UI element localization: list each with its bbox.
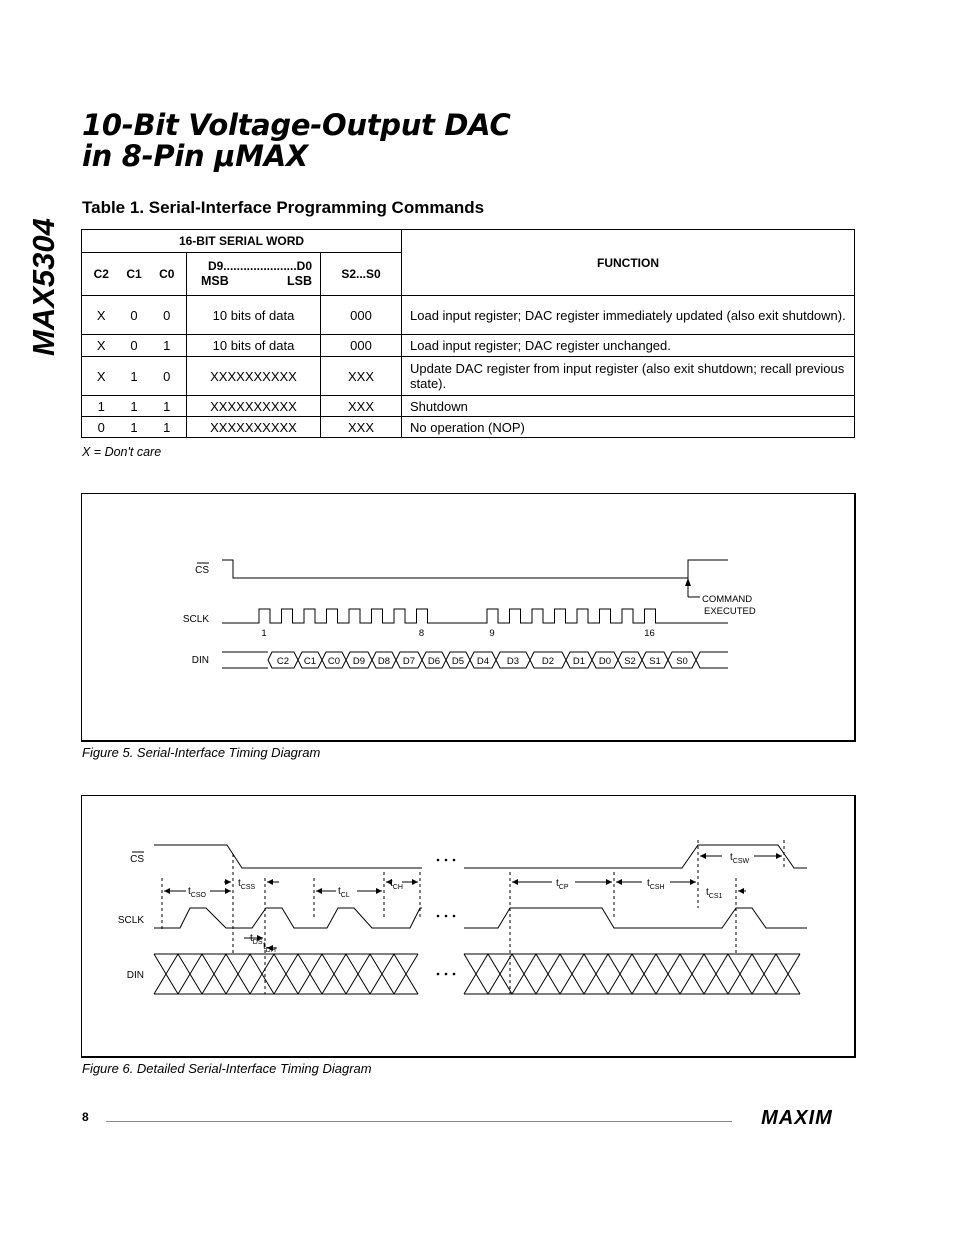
din-transition-cell	[512, 954, 536, 994]
cell-data: XXXXXXXXXX	[187, 357, 321, 396]
din-transition-cell	[370, 954, 394, 994]
sclk-waveform-left	[154, 908, 422, 928]
header-lsb: LSB	[287, 274, 312, 288]
cell-c2: X	[82, 357, 121, 396]
din-waveform	[154, 954, 800, 994]
din-idle-end-bottom	[696, 660, 728, 668]
din-transition-cell	[680, 954, 704, 994]
header-msb: MSB	[201, 274, 229, 288]
din-transition-cell	[584, 954, 608, 994]
cell-c0: 1	[148, 335, 187, 357]
label-t-cp: $t_{CP}$	[556, 878, 569, 891]
cs-label: CS	[130, 854, 144, 865]
figure-6-caption: Figure 6. Detailed Serial-Interface Timing Diagram	[82, 1061, 372, 1076]
din-transition-cell	[608, 954, 632, 994]
din-bit-label: C1	[303, 656, 317, 667]
din-transition-cell	[536, 954, 560, 994]
label-t-ds: $t_{DS}$	[250, 933, 263, 946]
header-serial-word: 16-BIT SERIAL WORD	[82, 230, 402, 253]
cell-s: 000	[321, 296, 402, 335]
figure-5-caption: Figure 5. Serial-Interface Timing Diagram	[82, 745, 321, 760]
din-transition-cell	[178, 954, 202, 994]
cs-waveform-left	[154, 845, 422, 868]
footer-rule	[106, 1121, 732, 1122]
din-transition-cell	[632, 954, 656, 994]
command-arrowhead	[685, 578, 691, 586]
din-bit-label: C2	[276, 656, 290, 667]
cell-c0: 0	[148, 296, 187, 335]
din-idle-end-top	[696, 652, 728, 660]
side-product-title-text: MAX5304	[26, 218, 61, 356]
serial-timing-diagram	[82, 494, 854, 740]
cell-c0: 1	[148, 396, 187, 417]
table-row	[82, 335, 855, 357]
label-t-csh: $t_{CSH}$	[647, 878, 665, 891]
svg-text:MAXIM: MAXIM	[761, 1107, 833, 1128]
din-transition-cell	[776, 954, 800, 994]
sclk-label: SCLK	[182, 614, 209, 625]
cell-c1: 1	[121, 417, 148, 438]
table-row	[82, 357, 855, 396]
cs-waveform	[222, 560, 728, 578]
din-bit-label: D7	[402, 656, 416, 667]
label-t-ch: $t_{CH}$	[390, 878, 403, 891]
table-title: Table 1. Serial-Interface Programming Commands	[82, 198, 485, 217]
din-transition-cell	[274, 954, 298, 994]
header-s-bits: S2...S0	[321, 253, 402, 296]
header-data-bits	[187, 253, 321, 296]
table-row	[82, 296, 855, 335]
sclk-label: SCLK	[117, 915, 144, 926]
label-t-cso: $t_{CSO}$	[188, 886, 206, 899]
sclk-trace	[222, 609, 728, 623]
cell-c1: 1	[121, 357, 148, 396]
table-row	[82, 417, 855, 438]
command-executed-line-1: COMMAND	[702, 594, 753, 605]
maxim-logo	[741, 1106, 853, 1128]
din-bit-label: D0	[598, 656, 612, 667]
header-c2: C2	[82, 253, 121, 296]
sclk-waveform	[222, 609, 728, 623]
cell-s: 000	[321, 335, 402, 357]
cell-data: 10 bits of data	[187, 335, 321, 357]
label-t-css: $t_{CSS}$	[238, 878, 256, 891]
din-bit-label: D1	[572, 656, 586, 667]
din-transition-cell	[560, 954, 584, 994]
cell-function: Load input register; DAC register immediately updated (also exit shutdown).	[402, 296, 855, 335]
cell-s: XXX	[321, 417, 402, 438]
din-label: DIN	[126, 970, 144, 981]
cell-c1: 1	[121, 396, 148, 417]
label-t-csw: $t_{CSW}$	[730, 852, 750, 865]
din-transition-cell	[464, 954, 488, 994]
din-bit-label: D2	[541, 656, 555, 667]
cell-data: XXXXXXXXXX	[187, 417, 321, 438]
document-title	[82, 110, 510, 172]
label-t-cl: $t_{CL}$	[338, 886, 350, 899]
page-number: 8	[82, 1110, 89, 1124]
din-waveform	[222, 652, 728, 668]
document-title-line-1: 10-Bit Voltage-Output DAC	[82, 108, 511, 142]
din-transition-cell	[704, 954, 728, 994]
din-bit-label: D9	[352, 656, 366, 667]
figure-5-frame	[81, 493, 856, 742]
din-bit-label: D3	[506, 656, 520, 667]
cell-data: XXXXXXXXXX	[187, 396, 321, 417]
din-bit-label: S1	[649, 656, 661, 667]
cell-function: Load input register; DAC register unchanged.	[402, 335, 855, 357]
header-c0: C0	[148, 253, 187, 296]
din-transition-cell	[752, 954, 776, 994]
din-transition-cell	[322, 954, 346, 994]
clock-mark-8: 8	[418, 628, 425, 639]
din-bit-label: D5	[451, 656, 465, 667]
detailed-timing-diagram	[82, 796, 854, 1056]
cell-c1: 0	[121, 335, 148, 357]
label-t-cs1: $t_{CS1}$	[706, 887, 723, 900]
table-row	[82, 396, 855, 417]
cell-s: XXX	[321, 357, 402, 396]
sclk-waveform-right	[464, 908, 807, 928]
cell-s: XXX	[321, 396, 402, 417]
din-label: DIN	[191, 655, 209, 666]
document-title-line-2: in 8-Pin μMAX	[82, 139, 308, 173]
cell-c2: 0	[82, 417, 121, 438]
din-bit-label: D8	[377, 656, 391, 667]
cell-function: Shutdown	[402, 396, 855, 417]
header-c1: C1	[121, 253, 148, 296]
header-function: FUNCTION	[402, 230, 855, 296]
din-bit-label: D6	[427, 656, 441, 667]
cell-c0: 0	[148, 357, 187, 396]
din-bit-label: D4	[476, 656, 490, 667]
command-executed-line-2: EXECUTED	[704, 606, 756, 617]
cell-c0: 1	[148, 417, 187, 438]
commands-table	[81, 229, 855, 438]
label-t-dh: $t_{DH}$	[263, 941, 276, 954]
cell-data: 10 bits of data	[187, 296, 321, 335]
cell-function: No operation (NOP)	[402, 417, 855, 438]
table-note: X = Don't care	[82, 445, 162, 459]
cs-label: CS	[195, 565, 209, 576]
cell-c2: X	[82, 296, 121, 335]
din-bit-label: S2	[624, 656, 636, 667]
cell-c1: 0	[121, 296, 148, 335]
din-transition-cell	[154, 954, 178, 994]
din-transition-cell	[202, 954, 226, 994]
din-transition-cell	[226, 954, 250, 994]
clock-mark-9: 9	[489, 628, 495, 639]
din-transition-cell	[656, 954, 680, 994]
din-transition-cell	[488, 954, 512, 994]
din-transition-cell	[394, 954, 418, 994]
din-bit-label: C0	[327, 656, 341, 667]
din-transition-cell	[346, 954, 370, 994]
cell-function: Update DAC register from input register (also exit shutdown; recall previous state).	[402, 357, 855, 396]
clock-mark-16: 16	[644, 628, 655, 639]
din-transition-cell	[728, 954, 752, 994]
cell-c2: X	[82, 335, 121, 357]
side-product-title	[8, 196, 68, 366]
header-data-range: D9......................D0	[207, 259, 312, 273]
din-transition-cell	[298, 954, 322, 994]
figure-6-frame	[81, 795, 856, 1058]
cell-c2: 1	[82, 396, 121, 417]
clock-mark-1: 1	[261, 628, 267, 639]
continuation-dots	[437, 859, 456, 976]
din-bit-label: S0	[676, 656, 688, 667]
din-transition-cell	[250, 954, 274, 994]
clock-marks	[261, 628, 654, 639]
